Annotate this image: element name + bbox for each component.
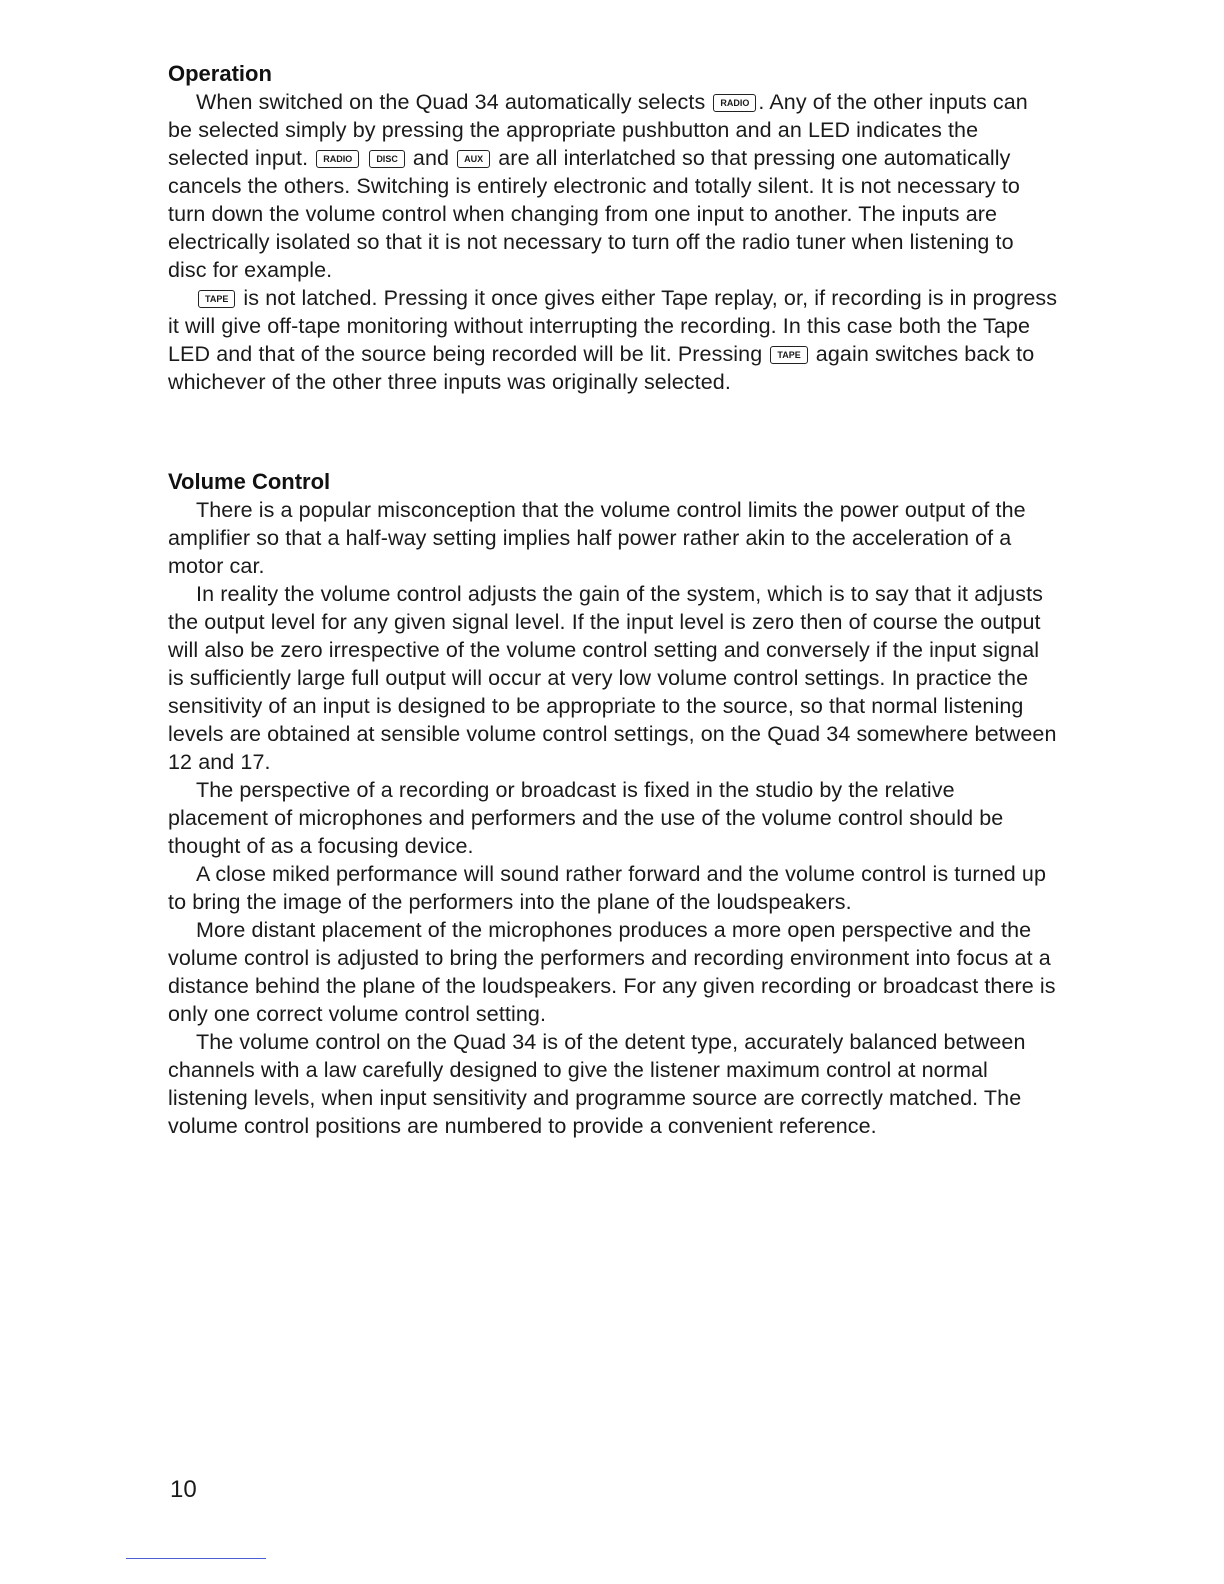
text-run: again switches back to whichever of the other three inputs was originally selected.	[168, 342, 1035, 394]
volume-paragraph: The perspective of a recording or broadcast is fixed in the studio by the relative placement of microphones and performers and the use of the volume control should be thought of as a focusing device.	[168, 778, 1004, 858]
operation-paragraph-2	[168, 284, 1058, 396]
text-run: . Any of the other inputs can be selected simply by pressing the appropriate pushbutton and an LED indicates the selected input.	[168, 90, 1028, 170]
radio-button-symbol: RADIO	[713, 94, 756, 112]
disc-button-symbol: DISC	[369, 150, 405, 168]
text-run: and	[412, 146, 450, 170]
page-number: 10	[170, 1476, 197, 1503]
volume-paragraph: A close miked performance will sound rather forward and the volume control is turned up to bring the image of the performers into the plane of the loudspeakers.	[168, 862, 1047, 914]
volume-paragraph: More distant placement of the microphones produces a more open perspective and the volume control is adjusted to bring the performers and recording environment into focus at a distance behind the plane of the loudspeakers. For any given recording or broadcast there is only one correct volume control setting.	[168, 918, 1056, 1026]
page-content	[168, 60, 1058, 1140]
text-run: When switched on the Quad 34 automatically selects	[196, 90, 706, 114]
tape-button-symbol: TAPE	[198, 290, 235, 308]
text-run: are all interlatched so that pressing one automatically cancels the others. Switching is entirely electronic and totally silent. It is not necessary to turn down the volume control when changing from one input to another. The inputs are electrically isolated so that it is not necessary to turn off the radio tuner when listening to disc for example.	[168, 146, 1020, 282]
operation-paragraph-1	[168, 88, 1058, 284]
aux-button-symbol: AUX	[457, 150, 490, 168]
volume-control-heading: Volume Control	[168, 469, 331, 494]
volume-paragraph: In reality the volume control adjusts the gain of the system, which is to say that it adjusts the output level for any given signal level. If the input level is zero then of course the output will also be zero irrespective of the volume control setting and conversely if the input signal is sufficiently large full output will occur at very low volume control settings. In practice the sensitivity of an input is designed to be appropriate to the source, so that normal listening levels are obtained at sensible volume control settings, on the Quad 34 somewhere between 12 and 17.	[168, 582, 1057, 774]
tape-button-symbol: TAPE	[770, 346, 807, 364]
operation-heading: Operation	[168, 61, 272, 86]
volume-paragraph: The volume control on the Quad 34 is of the detent type, accurately balanced between channels with a law carefully designed to give the listener maximum control at normal listening levels, when input sensitivity and programme source are correctly matched. The volume control positions are numbered to provide a convenient reference.	[168, 1030, 1026, 1138]
volume-paragraph: There is a popular misconception that the volume control limits the power output of the amplifier so that a half-way setting implies half power rather akin to the acceleration of a motor car.	[168, 498, 1026, 578]
radio-button-symbol: RADIO	[316, 150, 359, 168]
text-run: is not latched. Pressing it once gives either Tape replay, or, if recording is in progress it will give off-tape monitoring without interrupting the recording. In this case both the Tape LED and that of the source being recorded will be lit. Pressing	[168, 286, 1058, 366]
footer-rule	[126, 1558, 266, 1559]
